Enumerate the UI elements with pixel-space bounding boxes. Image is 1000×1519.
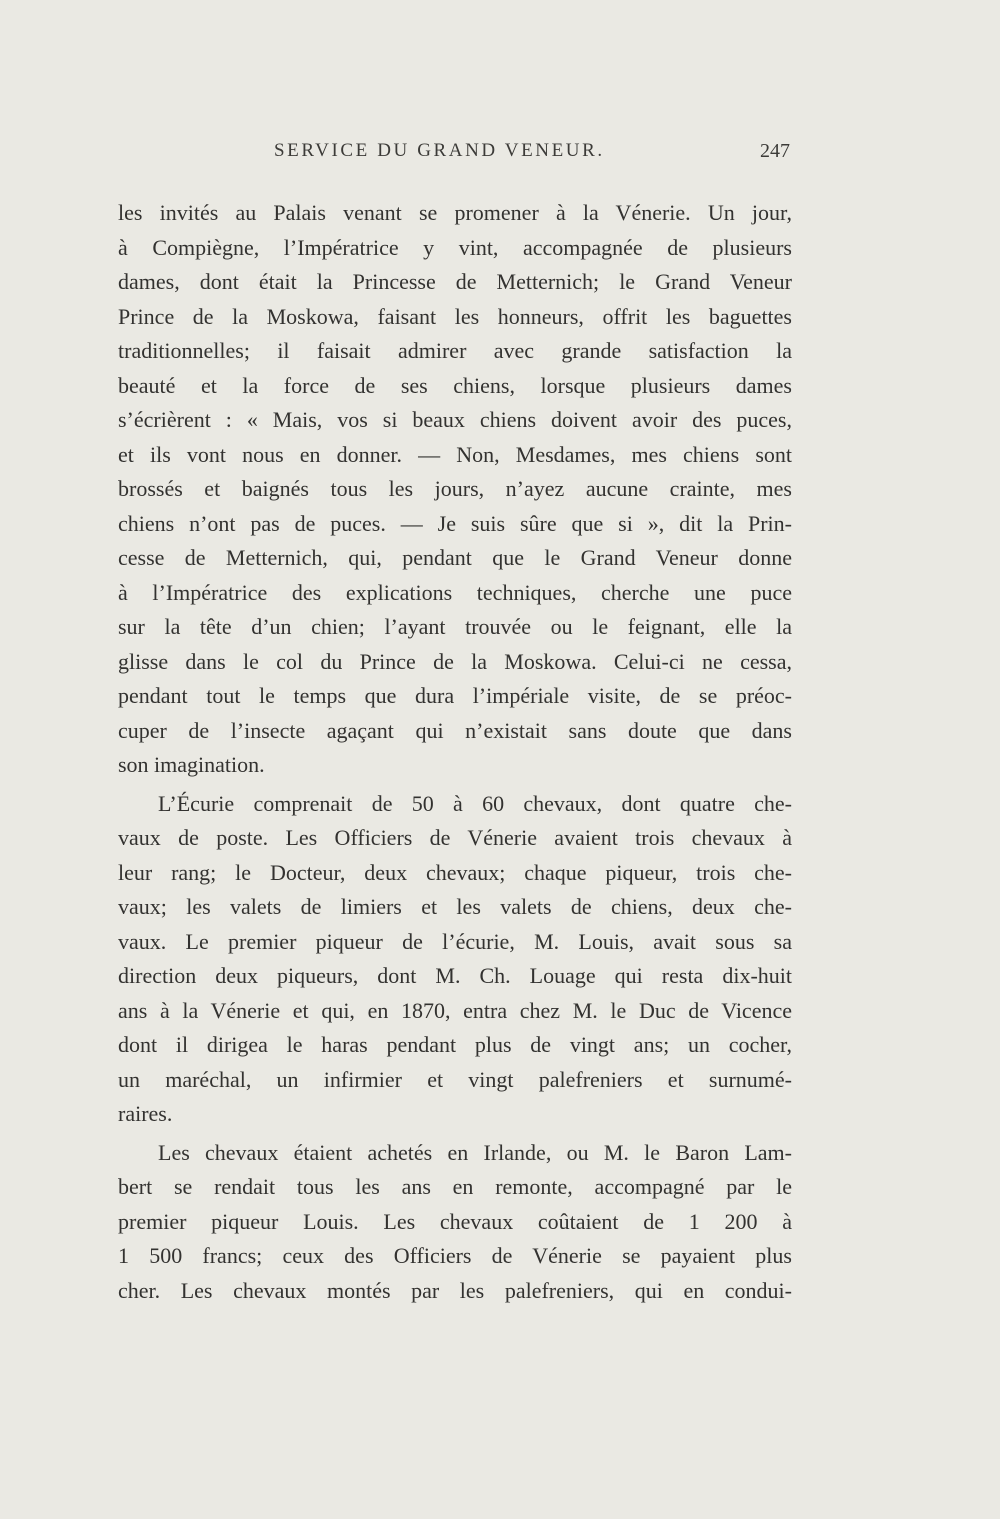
page-number: 247: [760, 140, 790, 162]
text-line: glisse dans le col du Prince de la Moskowa. Celui-ci ne cessa,: [118, 648, 792, 674]
text-line: ans à la Vénerie et qui, en 1870, entra chez M. le Duc de Vicence: [118, 997, 792, 1023]
text-line: L’Écurie comprenait de 50 à 60 chevaux, dont quatre che-: [158, 790, 792, 816]
text-line: vaux. Le premier piqueur de l’écurie, M. Louis, avait sous sa: [118, 928, 792, 954]
text-line: 1 500 francs; ceux des Officiers de Vénerie se payaient plus: [118, 1243, 792, 1268]
paragraph-2: [118, 787, 792, 1132]
text-line: brossés et baignés tous les jours, n’ayez aucune crainte, mes: [118, 476, 792, 501]
text-line: s’écrièrent : « Mais, vos si beaux chiens doivent avoir des puces,: [118, 407, 792, 432]
paragraph-1: [118, 196, 792, 783]
running-title: SERVICE DU GRAND VENEUR.: [274, 140, 605, 161]
text-line: cher. Les chevaux montés par les palefreniers, qui en condui-: [118, 1277, 792, 1303]
text-line: à Compiègne, l’Impératrice y vint, accompagnée de plusieurs: [118, 234, 792, 260]
text-line: raires.: [118, 1101, 173, 1126]
text-line: premier piqueur Louis. Les chevaux coûtaient de 1 200 à: [118, 1208, 792, 1234]
text-line: dont il dirigea le haras pendant plus de vingt ans; un cocher,: [118, 1032, 792, 1057]
text-line: direction deux piqueurs, dont M. Ch. Louage qui resta dix-huit: [118, 963, 792, 988]
body-text: [118, 196, 792, 1308]
text-line: les invités au Palais venant se promener à la Vénerie. Un jour,: [118, 200, 792, 225]
paragraph-3: [118, 1136, 792, 1309]
text-line: traditionnelles; il faisait admirer avec grande satisfaction la: [118, 338, 792, 363]
text-line: et ils vont nous en donner. — Non, Mesdames, mes chiens sont: [118, 441, 792, 467]
text-line: vaux; les valets de limiers et les valets de chiens, deux che-: [118, 894, 792, 919]
text-line: cuper de l’insecte agaçant qui n’existait sans doute que dans: [118, 717, 792, 743]
text-line: chiens n’ont pas de puces. — Je suis sûre que si », dit la Prin-: [118, 510, 792, 536]
text-line: un maréchal, un infirmier et vingt palefreniers et surnumé-: [118, 1066, 792, 1092]
text-line: sur la tête d’un chien; l’ayant trouvée ou le feignant, elle la: [118, 614, 792, 639]
text-line: vaux de poste. Les Officiers de Vénerie avaient trois chevaux à: [118, 825, 792, 850]
text-line: à l’Impératrice des explications techniques, cherche une puce: [118, 579, 792, 605]
text-line: dames, dont était la Princesse de Metternich; le Grand Veneur: [118, 269, 792, 294]
text-line: pendant tout le temps que dura l’impériale visite, de se préoc-: [118, 683, 792, 708]
text-line: Les chevaux étaient achetés en Irlande, ou M. le Baron Lam-: [158, 1139, 792, 1165]
text-line: bert se rendait tous les ans en remonte, accompagné par le: [118, 1174, 792, 1199]
running-head: [118, 140, 790, 180]
text-line: leur rang; le Docteur, deux chevaux; chaque piqueur, trois che-: [118, 859, 792, 885]
text-line: beauté et la force de ses chiens, lorsque plusieurs dames: [118, 372, 792, 398]
text-line: son imagination.: [118, 752, 265, 777]
text-line: Prince de la Moskowa, faisant les honneurs, offrit les baguettes: [118, 303, 792, 329]
text-line: cesse de Metternich, qui, pendant que le Grand Veneur donne: [118, 545, 792, 570]
